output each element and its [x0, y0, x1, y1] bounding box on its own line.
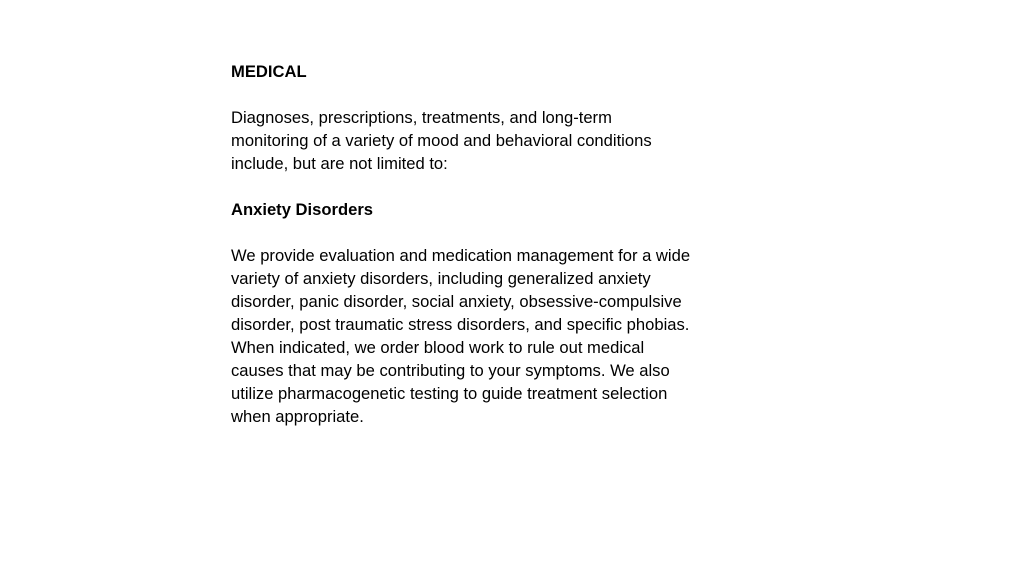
spacer — [231, 175, 731, 198]
intro-line: monitoring of a variety of mood and behavioral conditions — [231, 131, 652, 150]
body-line: We provide evaluation and medication management for a wide — [231, 246, 691, 265]
body-line: When indicated, we order blood work to rule out medical — [231, 338, 645, 357]
body-line: causes that may be contributing to your symptoms. We also — [231, 361, 670, 380]
text-block — [231, 60, 731, 428]
section-title: MEDICAL — [231, 62, 307, 81]
body-line: disorder, panic disorder, social anxiety, obsessive-compulsive — [231, 292, 682, 311]
body-line: when appropriate. — [231, 407, 364, 426]
body-line: variety of anxiety disorders, including generalized anxiety — [231, 269, 651, 288]
spacer — [231, 83, 731, 106]
intro-paragraph — [231, 106, 731, 175]
body-line: utilize pharmacogenetic testing to guide treatment selection — [231, 384, 668, 403]
subsection-title: Anxiety Disorders — [231, 200, 374, 219]
intro-line: Diagnoses, prescriptions, treatments, and long-term — [231, 108, 612, 127]
intro-line: include, but are not limited to: — [231, 154, 448, 173]
body-line: disorder, post traumatic stress disorders, and specific phobias. — [231, 315, 690, 334]
body-paragraph — [231, 244, 731, 428]
spacer — [231, 221, 731, 244]
